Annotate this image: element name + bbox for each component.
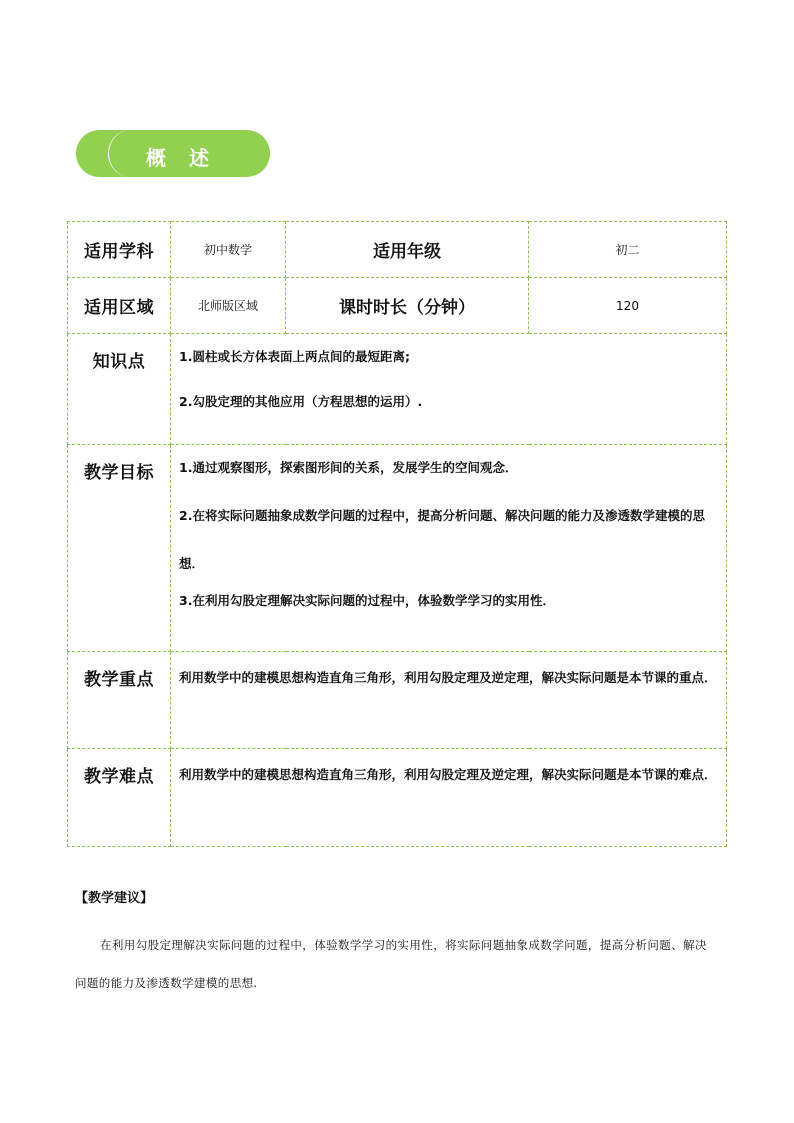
suggestion-body: 在利用勾股定理解决实际问题的过程中，体验数学学习的实用性，将实际问题抽象成数学问题，提高分析问题、解决问题的能力及渗透数学建模的思想.: [75, 938, 707, 990]
duration-label: 课时时长（分钟）: [286, 278, 529, 334]
knowledge-item: 2.勾股定理的其他应用（方程思想的运用）.: [179, 393, 423, 409]
lesson-info-table: [67, 221, 727, 847]
subject-label: 适用学科: [68, 222, 171, 278]
grade-value: 初二: [529, 222, 727, 278]
duration-value: 120: [529, 278, 727, 334]
table-row: [68, 222, 727, 278]
goal-item: 2.在将实际问题抽象成数学问题的过程中，提高分析问题、解决问题的能力及渗透数学建模的思想．: [179, 507, 705, 571]
goal-item: 1.通过观察图形，探索图形间的关系，发展学生的空间观念．: [179, 460, 518, 475]
difficulties-text: 利用数学中的建模思想构造直角三角形，利用勾股定理及逆定理，解决实际问题是本节课的难点．: [179, 767, 717, 782]
table-row: [68, 278, 727, 334]
region-value: 北师版区域: [171, 278, 286, 334]
section-header-pill: [76, 130, 270, 177]
goals-label: 教学目标: [68, 445, 171, 652]
goal-item: 3.在利用勾股定理解决实际问题的过程中，体验数学学习的实用性．: [179, 592, 555, 608]
suggestion-title: 【教学建议】: [75, 891, 154, 906]
difficulties-label: 教学难点: [68, 749, 171, 847]
goals-content: [171, 445, 727, 652]
key-points-label: 教学重点: [68, 652, 171, 749]
difficulties-content: [171, 749, 727, 847]
key-points-content: [171, 652, 727, 749]
grade-label: 适用年级: [286, 222, 529, 278]
subject-value: 初中数学: [171, 222, 286, 278]
knowledge-content: [171, 334, 727, 445]
region-label: 适用区域: [68, 278, 171, 334]
key-points-text: 利用数学中的建模思想构造直角三角形，利用勾股定理及逆定理，解决实际问题是本节课的重点．: [179, 670, 717, 685]
knowledge-label: 知识点: [68, 334, 171, 445]
knowledge-item: 1.圆柱或长方体表面上两点间的最短距离;: [179, 349, 410, 364]
section-title: 概 述: [146, 146, 217, 170]
table-row: [68, 652, 727, 749]
table-row: [68, 445, 727, 652]
table-row: [68, 334, 727, 445]
table-row: [68, 749, 727, 847]
